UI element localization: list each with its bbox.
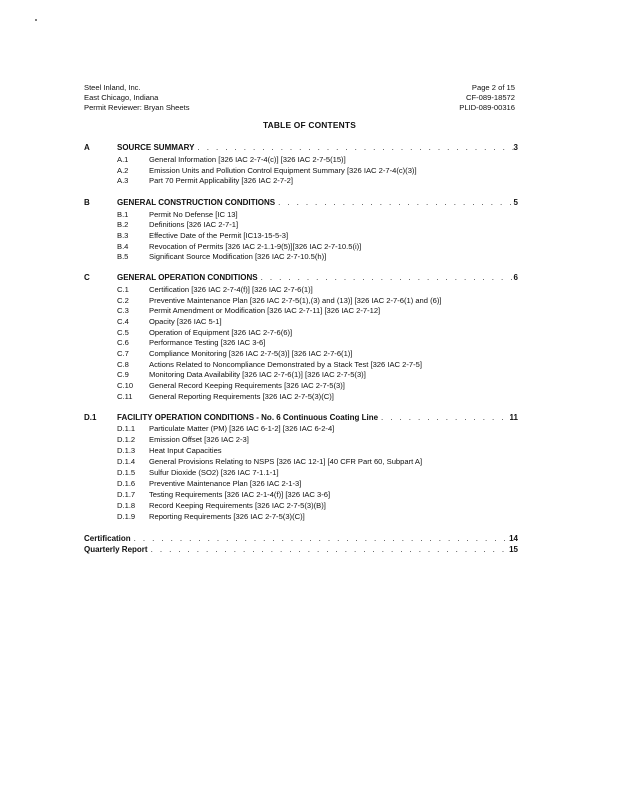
- header-reviewer: Permit Reviewer: Bryan Sheets: [84, 102, 190, 112]
- toc-item[interactable]: Emission Units and Pollution Control Equipment Summary [326 IAC 2-7-4(c)(3)]: [149, 166, 417, 175]
- item-number: B.2: [117, 220, 129, 229]
- item-number: B.1: [117, 210, 129, 219]
- toc-item[interactable]: Emission Offset [326 IAC 2-3]: [149, 435, 249, 444]
- section-page: 5: [513, 198, 518, 207]
- toc-section-source-summary[interactable]: [117, 143, 518, 152]
- item-number: D.1.8: [117, 501, 136, 510]
- item-number: D.1.4: [117, 457, 136, 466]
- toc-item[interactable]: General Reporting Requirements [326 IAC 2-7-5(3)(C)]: [149, 392, 334, 401]
- toc-item[interactable]: Compliance Monitoring [326 IAC 2-7-5(3)] [326 IAC 2-7-6(1)]: [149, 349, 353, 358]
- section-letter: D.1: [84, 413, 97, 422]
- section-letter: A: [84, 143, 90, 152]
- toc-item[interactable]: Performance Testing [326 IAC 3-6]: [149, 338, 266, 347]
- leader-dots: [131, 534, 509, 543]
- item-number: C.10: [117, 381, 134, 390]
- toc-section-general-operation[interactable]: [117, 273, 518, 282]
- section-title: SOURCE SUMMARY: [117, 143, 195, 152]
- item-number: A.1: [117, 155, 129, 164]
- item-number: C.2: [117, 296, 129, 305]
- section-letter: C: [84, 273, 90, 282]
- item-number: C.1: [117, 285, 129, 294]
- section-title: GENERAL OPERATION CONDITIONS: [117, 273, 258, 282]
- header-location: East Chicago, Indiana: [84, 92, 159, 102]
- section-page: 11: [509, 413, 518, 422]
- toc-title: TABLE OF CONTENTS: [262, 120, 357, 130]
- item-number: B.3: [117, 231, 129, 240]
- item-number: D.1.2: [117, 435, 136, 444]
- header-plant-id: PLID-089-00316: [459, 102, 515, 112]
- item-number: C.4: [117, 317, 129, 326]
- section-page: 3: [513, 143, 518, 152]
- item-number: A.3: [117, 176, 129, 185]
- toc-item[interactable]: Part 70 Permit Applicability [326 IAC 2-7-2]: [149, 176, 293, 185]
- header-permit-number: CF-089-18572: [466, 92, 515, 102]
- toc-item[interactable]: Permit No Defense [IC 13]: [149, 210, 238, 219]
- toc-item[interactable]: General Record Keeping Requirements [326 IAC 2-7-5(3)]: [149, 381, 345, 390]
- toc-item[interactable]: Preventive Maintenance Plan [326 IAC 2-7-5(1),(3) and (13)] [326 IAC 2-7-6(1) and (6)]: [149, 296, 442, 305]
- item-number: D.1.6: [117, 479, 136, 488]
- leader-dots: [148, 545, 510, 554]
- section-letter: B: [84, 198, 90, 207]
- toc-item[interactable]: Revocation of Permits [326 IAC 2-1.1-9(5)][326 IAC 2-7-10.5(i)]: [149, 242, 362, 251]
- toc-item[interactable]: Heat Input Capacities: [149, 446, 222, 455]
- toc-item[interactable]: Sulfur Dioxide (SO2) [326 IAC 7-1.1-1]: [149, 468, 279, 477]
- item-number: D.1.1: [117, 424, 136, 433]
- item-number: D.1.9: [117, 512, 136, 521]
- leader-dots: [194, 143, 513, 152]
- toc-item[interactable]: Effective Date of the Permit [IC13-15-5-3]: [149, 231, 289, 240]
- toc-item[interactable]: Certification [326 IAC 2-7-4(f)] [326 IAC 2-7-6(1)]: [149, 285, 313, 294]
- toc-item[interactable]: Significant Source Modification [326 IAC 2-7-10.5(h)]: [149, 252, 327, 261]
- header-left: [84, 83, 190, 112]
- item-number: C.9: [117, 370, 129, 379]
- leader-dots: [378, 413, 510, 422]
- item-number: D.1.7: [117, 490, 136, 499]
- header-right: [459, 83, 515, 112]
- header-page-number: Page 2 of 15: [471, 83, 515, 92]
- header-company: Steel Inland, Inc.: [84, 83, 141, 92]
- toc-item[interactable]: Record Keeping Requirements [326 IAC 2-7-5(3)(B)]: [149, 501, 326, 510]
- toc-section-general-construction[interactable]: [117, 198, 518, 207]
- item-number: D.1.3: [117, 446, 136, 455]
- item-number: C.5: [117, 328, 129, 337]
- toc-item[interactable]: General Information [326 IAC 2-7-4(c)] [326 IAC 2-7-5(15)]: [149, 155, 346, 164]
- toc-item[interactable]: Particulate Matter (PM) [326 IAC 6-1-2] [326 IAC 6-2-4]: [149, 424, 335, 433]
- item-number: D.1.5: [117, 468, 136, 477]
- item-number: C.7: [117, 349, 129, 358]
- toc-item[interactable]: Reporting Requirements [326 IAC 2-7-5(3)(C)]: [149, 512, 305, 521]
- item-number: C.11: [117, 392, 133, 401]
- toc-item[interactable]: Operation of Equipment [326 IAC 2-7-6(6)]: [149, 328, 293, 337]
- toc-item[interactable]: Actions Related to Noncompliance Demonstrated by a Stack Test [326 IAC 2-7-5]: [149, 360, 422, 369]
- leader-dots: [275, 198, 513, 207]
- leader-dots: [258, 273, 514, 282]
- toc-item[interactable]: Opacity [326 IAC 5-1]: [149, 317, 222, 326]
- toc-item[interactable]: Monitoring Data Availability [326 IAC 2-7-6(1)] [326 IAC 2-7-5(3)]: [149, 370, 366, 379]
- tail-page: 14: [509, 534, 518, 543]
- tail-page: 15: [509, 545, 518, 554]
- toc-item[interactable]: Definitions [326 IAC 2-7-1]: [149, 220, 239, 229]
- section-page: 6: [513, 273, 518, 282]
- item-number: A.2: [117, 166, 129, 175]
- tail-label: Quarterly Report: [84, 545, 148, 554]
- item-number: B.5: [117, 252, 129, 261]
- section-title: FACILITY OPERATION CONDITIONS - No. 6 Continuous Coating Line: [117, 413, 379, 422]
- item-number: C.8: [117, 360, 129, 369]
- scan-speck: [35, 19, 37, 21]
- toc-item[interactable]: General Provisions Relating to NSPS [326 IAC 12-1] [40 CFR Part 60, Subpart A]: [149, 457, 423, 466]
- section-title: GENERAL CONSTRUCTION CONDITIONS: [117, 198, 276, 207]
- item-number: C.3: [117, 306, 129, 315]
- toc-certification[interactable]: [84, 534, 518, 543]
- tail-label: Certification: [84, 534, 131, 543]
- toc-item[interactable]: Testing Requirements [326 IAC 2-1-4(f)] [326 IAC 3-6]: [149, 490, 331, 499]
- toc-item[interactable]: Permit Amendment or Modification [326 IAC 2-7-11] [326 IAC 2-7-12]: [149, 306, 381, 315]
- item-number: C.6: [117, 338, 129, 347]
- toc-section-facility-operation[interactable]: [117, 413, 518, 422]
- toc-item[interactable]: Preventive Maintenance Plan [326 IAC 2-1-3]: [149, 479, 302, 488]
- toc-quarterly-report[interactable]: [84, 545, 518, 554]
- item-number: B.4: [117, 242, 129, 251]
